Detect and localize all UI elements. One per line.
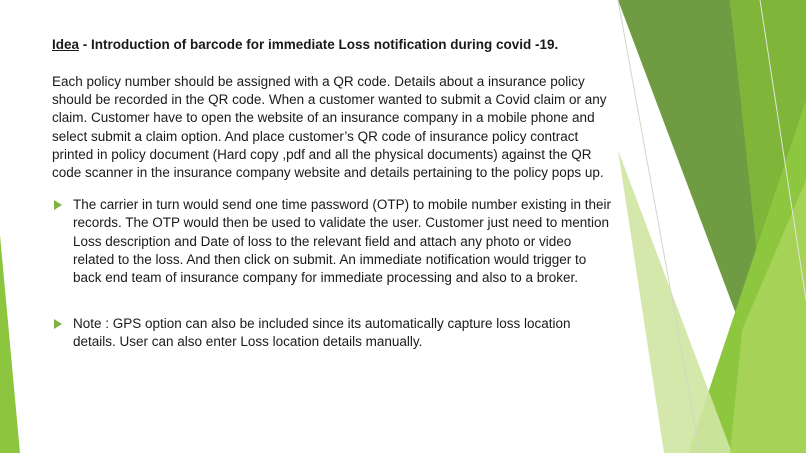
title-lead: Idea (52, 37, 80, 52)
slide-title (52, 36, 612, 54)
bullet-list (52, 196, 612, 351)
bullet-text: The carrier in turn would send one time password (OTP) to mobile number existing in their records. The OTP would then be used to validate the user. Customer just need to mention Loss description and Date of loss to the relevant field and attach any photo or video related to the loss. And then click on submit. An immediate notification would trigger to back end team of insurance company for immediate processing and also to a broker. (73, 197, 611, 286)
bullet-arrow-icon (54, 200, 62, 210)
bullet-text: Note : GPS option can also be included since its automatically capture loss location details. User can also enter Loss location details manually. (73, 316, 571, 350)
intro-paragraph: Each policy number should be assigned with a QR code. Details about a insurance policy should be recorded in the QR code. When a customer wanted to submit a Covid claim or any claim. Customer have to open the website of an insurance company in a mobile phone and select submit a claim option. And place customer’s QR code of insurance policy contract printed in policy document (Hard copy ,pdf and all the physical documents) against the QR code scanner in the insurance company website and details pertaining to the policy pops up. (52, 74, 607, 181)
bullet-item (52, 315, 612, 351)
bullet-arrow-icon (54, 319, 62, 329)
title-text: - Introduction of barcode for immediate Loss notification during covid -19. (79, 37, 559, 52)
bullet-item (52, 196, 612, 287)
left-green-strip (0, 235, 20, 453)
slide-content (52, 36, 612, 352)
